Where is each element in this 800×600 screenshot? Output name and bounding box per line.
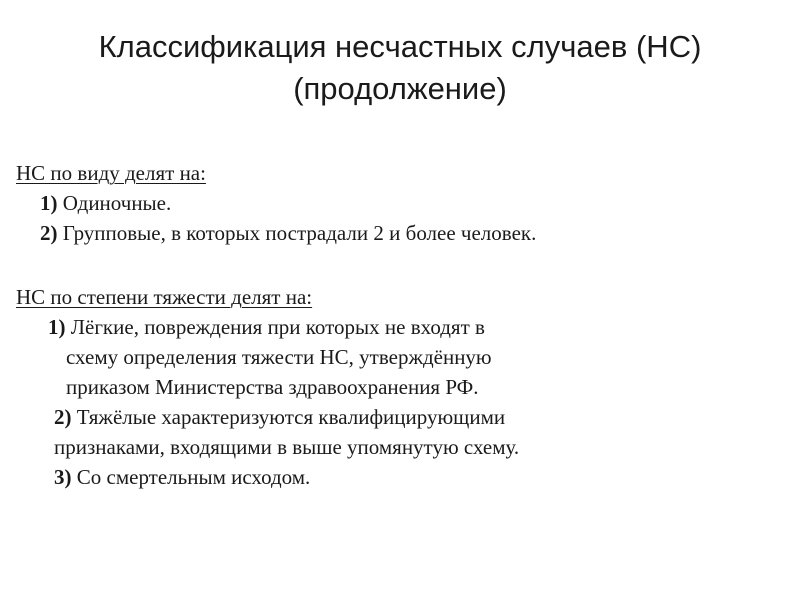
slide-title [0,26,800,110]
by-type-item-1 [16,188,536,218]
by-severity-item-1 [16,312,519,342]
slide-title-line-1: Классификация несчастных случаев (НС) [98,29,702,64]
by-severity-item-1-number: 1) [48,315,66,339]
by-severity-item-2 [16,402,519,432]
slide-title-line-2: (продолжение) [293,71,507,106]
by-severity-item-3 [16,462,519,492]
by-severity-item-3-number: 3) [54,465,72,489]
by-severity-item-3-text: Со смертельным исходом. [71,465,311,489]
by-severity-heading: НС по степени тяжести делят на: [16,285,313,309]
by-type-item-2-text: Групповые, в которых пострадали 2 и более человек. [57,221,537,245]
by-severity-item-2-text: Тяжёлые характеризуются квалифицирующими [71,405,506,429]
by-type-heading: НС по виду делят на: [16,161,206,185]
by-type-item-1-text: Одиночные. [57,191,172,215]
by-severity-item-1-continuation-1: схему определения тяжести НС, утверждённую [66,345,492,369]
by-severity-item-2-continuation: признаками, входящими в выше упомянутую схему. [54,435,520,459]
classification-by-type [16,158,536,248]
by-severity-item-1-text: Лёгкие, повреждения при которых не входят в [65,315,485,339]
classification-by-severity [16,282,519,492]
by-type-item-2-number: 2) [40,221,58,245]
by-type-item-2 [16,218,536,248]
by-severity-item-2-number: 2) [54,405,72,429]
by-type-item-1-number: 1) [40,191,58,215]
by-severity-item-1-continuation-2: приказом Министерства здравоохранения РФ. [66,375,479,399]
